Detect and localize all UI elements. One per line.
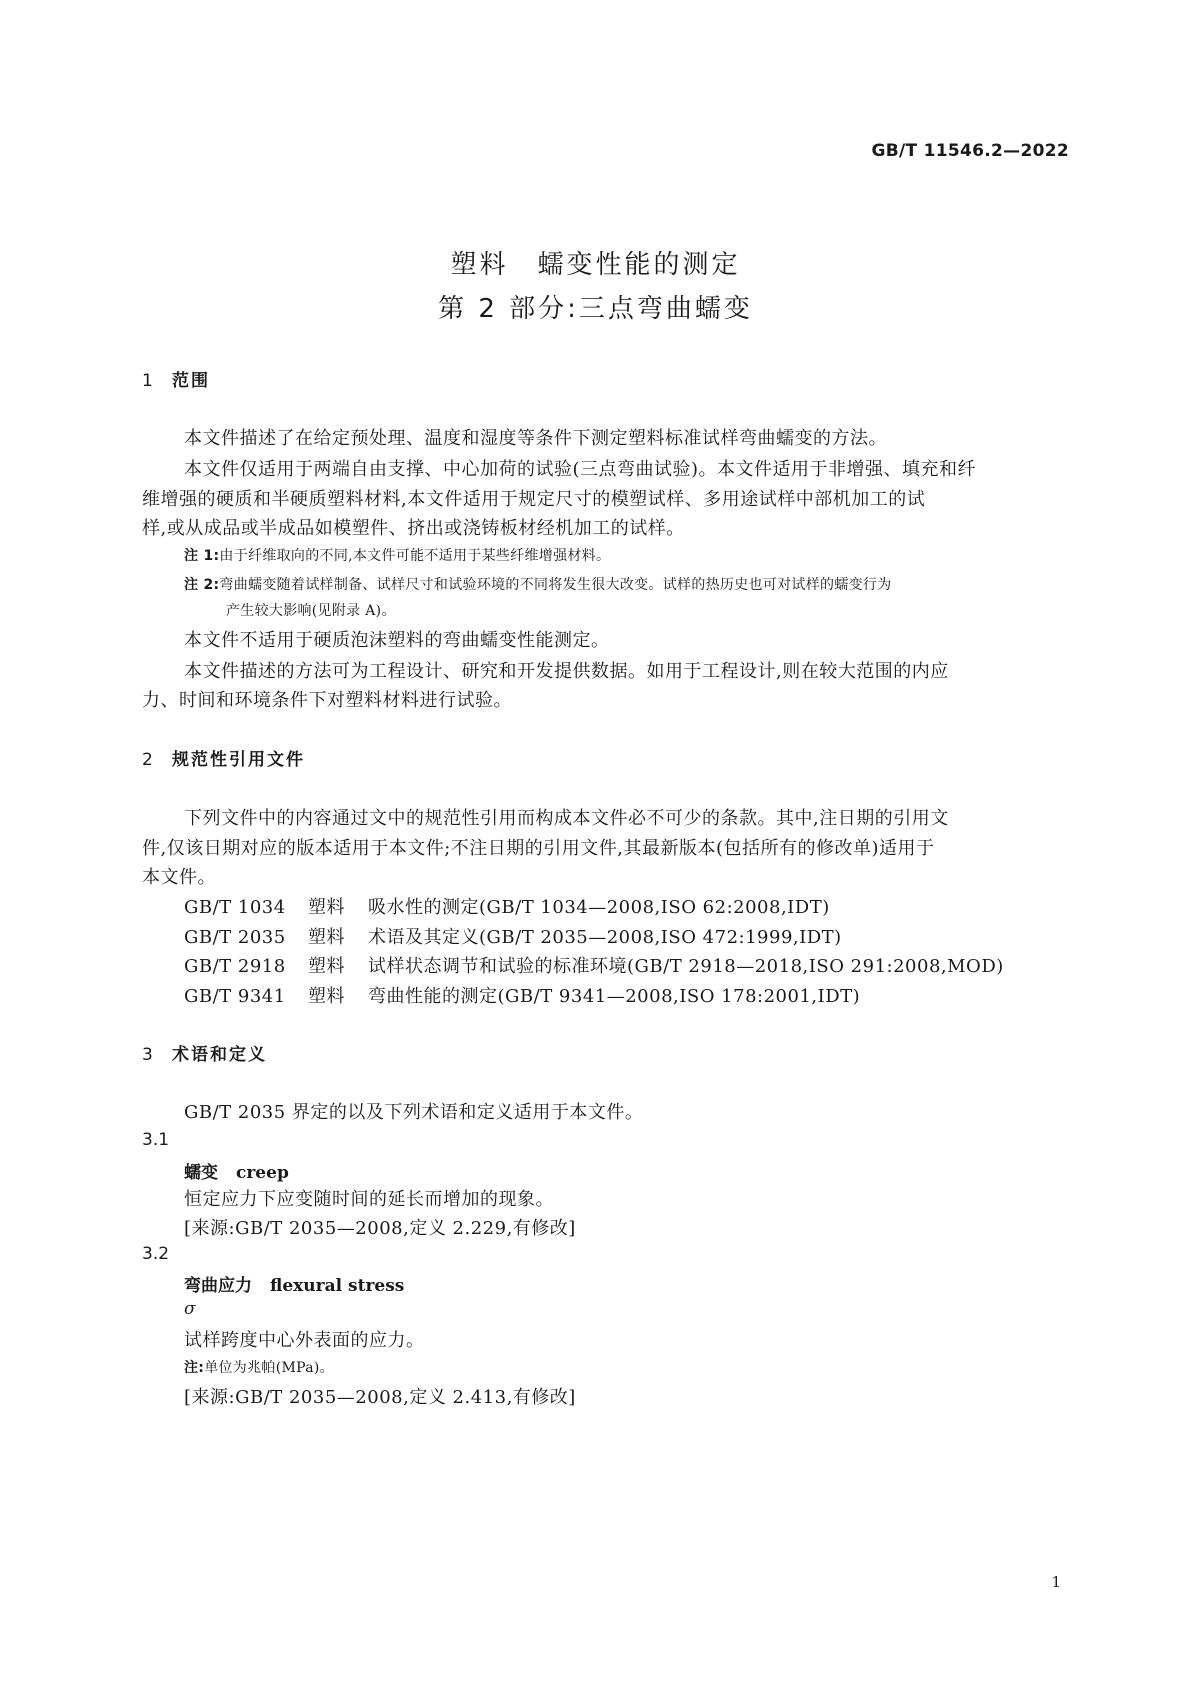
term-heading: [184, 1158, 289, 1183]
term-symbol: σ: [184, 1299, 196, 1319]
section-1-heading: [142, 366, 210, 391]
note-text: 由于纤维取向的不同,本文件可能不适用于某些纤维增强材料。: [219, 548, 611, 564]
paragraph: 本文件描述的方法可为工程设计、研究和开发提供数据。如用于工程设计,则在较大范围的内应: [184, 661, 949, 682]
reference-category: 塑料: [308, 986, 345, 1007]
paragraph: 本文件。: [142, 867, 216, 888]
document-title-line2: 第 2 部分:三点弯曲蠕变: [438, 294, 753, 324]
standard-number: GB/T 11546.2—2022: [871, 141, 1069, 161]
note-2-continued: 产生较大影响(见附录 A)。: [226, 603, 396, 619]
note-2: [184, 574, 892, 594]
term-zh: 蠕变: [184, 1163, 218, 1183]
reference-title: 试样状态调节和试验的标准环境(GB/T 2918—2018,ISO 291:2008,MOD): [368, 956, 1004, 977]
reference-code: GB/T 1034: [184, 897, 286, 918]
paragraph: 本文件描述了在给定预处理、温度和湿度等条件下测定塑料标准试样弯曲蠕变的方法。: [184, 428, 887, 449]
note-text: 弯曲蠕变随着试样制备、试样尺寸和试验环境的不同将发生很大改变。试样的热历史也可对试样的蠕变行为: [219, 577, 892, 593]
reference-title: 弯曲性能的测定(GB/T 9341—2008,ISO 178:2001,IDT): [368, 986, 861, 1007]
term-zh: 弯曲应力: [184, 1276, 252, 1296]
paragraph: GB/T 2035 界定的以及下列术语和定义适用于本文件。: [184, 1102, 644, 1123]
term-source: [来源:GB/T 2035—2008,定义 2.229,有修改]: [184, 1218, 576, 1239]
term-number: 3.1: [142, 1130, 170, 1150]
section-number: 1: [142, 371, 153, 391]
paragraph: 本文件不适用于硬质泡沫塑料的弯曲蠕变性能测定。: [184, 630, 610, 651]
paragraph: 下列文件中的内容通过文中的规范性引用而构成本文件必不可少的条款。其中,注日期的引用文: [184, 808, 949, 829]
reference-category: 塑料: [308, 927, 345, 948]
term-definition: 试样跨度中心外表面的应力。: [184, 1330, 425, 1351]
reference-item: [184, 952, 1004, 978]
term-number: 3.2: [142, 1244, 170, 1264]
note-label: 注:: [184, 1360, 205, 1376]
note-text: 单位为兆帕(MPa)。: [204, 1360, 334, 1376]
reference-item: [184, 982, 860, 1008]
note-label: 注 2:: [184, 577, 220, 593]
paragraph: 件,仅该日期对应的版本适用于本文件;不注日期的引用文件,其最新版本(包括所有的修改单)适用于: [142, 838, 935, 859]
reference-title: 术语及其定义(GB/T 2035—2008,ISO 472:1999,IDT): [368, 927, 842, 948]
section-3-heading: [142, 1040, 267, 1065]
reference-item: [184, 923, 842, 949]
section-number: 3: [142, 1045, 153, 1065]
reference-code: GB/T 2918: [184, 956, 286, 977]
paragraph: 维增强的硬质和半硬质塑料材料,本文件适用于规定尺寸的模塑试样、多用途试样中部机加工的试: [142, 489, 926, 510]
section-number: 2: [142, 750, 153, 770]
reference-code: GB/T 2035: [184, 927, 286, 948]
term-source: [来源:GB/T 2035—2008,定义 2.413,有修改]: [184, 1387, 576, 1408]
reference-category: 塑料: [308, 956, 345, 977]
document-title-line1: 塑料 蠕变性能的测定: [450, 250, 741, 280]
term-note: [184, 1357, 334, 1377]
reference-item: [184, 893, 830, 919]
paragraph: 样,或从成品或半成品如模塑件、挤出或浇铸板材经机加工的试样。: [142, 518, 685, 539]
paragraph: 本文件仅适用于两端自由支撑、中心加荷的试验(三点弯曲试验)。本文件适用于非增强、填充和纤: [184, 459, 977, 480]
term-definition: 恒定应力下应变随时间的延长而增加的现象。: [184, 1189, 554, 1210]
term-en: flexural stress: [270, 1276, 405, 1296]
section-title: 术语和定义: [172, 1045, 267, 1065]
reference-code: GB/T 9341: [184, 986, 286, 1007]
page-number: 1: [1051, 1573, 1061, 1591]
term-en: creep: [236, 1163, 289, 1183]
reference-category: 塑料: [308, 897, 345, 918]
note-1: [184, 545, 610, 565]
section-title: 规范性引用文件: [172, 750, 305, 770]
note-label: 注 1:: [184, 548, 220, 564]
term-heading: [184, 1271, 404, 1296]
section-title: 范围: [172, 371, 210, 391]
paragraph: 力、时间和环境条件下对塑料材料进行试验。: [142, 690, 512, 711]
section-2-heading: [142, 745, 305, 770]
reference-title: 吸水性的测定(GB/T 1034—2008,ISO 62:2008,IDT): [368, 897, 830, 918]
